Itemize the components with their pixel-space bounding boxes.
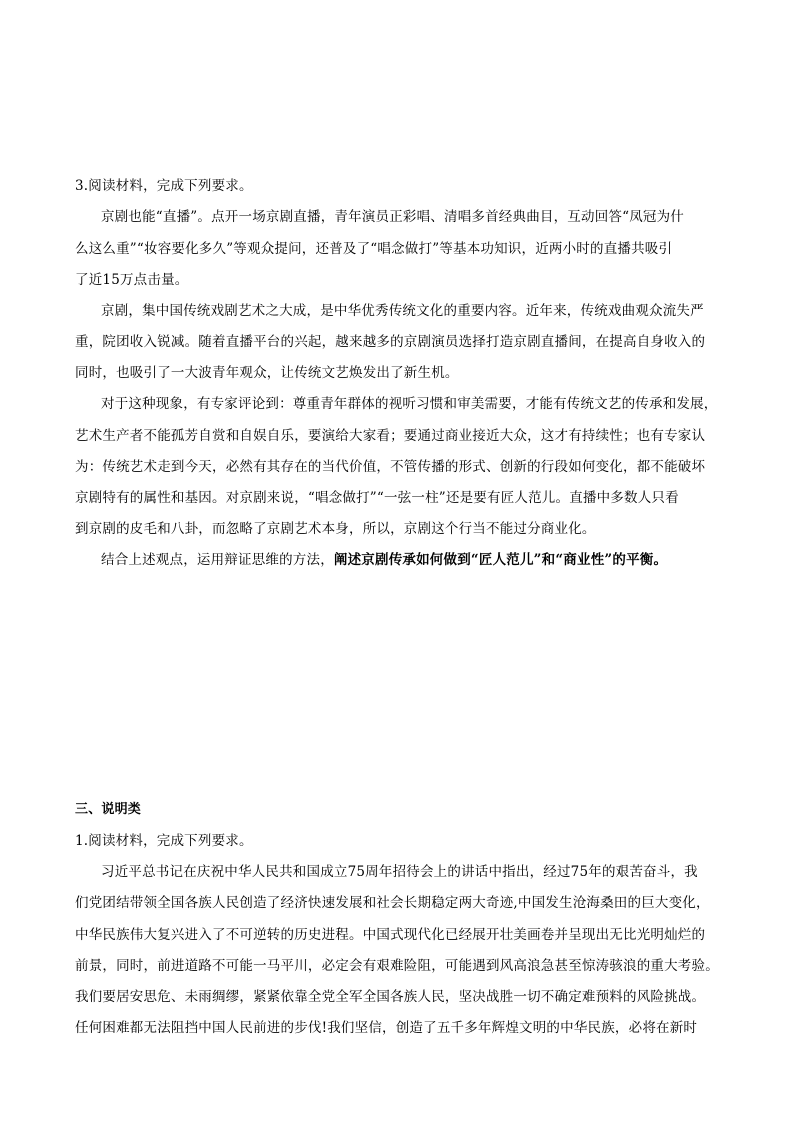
task-plain-text: 结合上述观点，运用辩证思维的方法， [101,552,334,568]
task-instruction [101,550,725,570]
paragraph-line: 任何困难都无法阻挡中国人民前进的步伐!我们坚信，创造了五千多年辉煌文明的中华民族，必将在新时 [75,1020,698,1036]
paragraph-line: 习近平总书记在庆祝中华人民共和国成立75周年招待会上的讲话中指出，经过75年的艰苦奋斗，我 [101,864,698,880]
paragraph-line: 们党团结带领全国各族人民创造了经济快速发展和社会长期稳定两大奇迹,中国发生沧海桑田的巨大变化， [75,895,710,911]
paragraph-line: 中华民族伟大复兴进入了不可逆转的历史进程。中国式现代化已经展开壮美画卷并呈现出无比光明灿烂的 [75,927,706,943]
question-3-prompt: 3.阅读材料，完成下列要求。 [75,178,253,194]
paragraph-line: 为：传统艺术走到今天，必然有其存在的当代价值，不管传播的形式、创新的行段如何变化，都不能破坏 [75,459,706,475]
paragraph-line: 么这么重”“妆容要化多久”等观众提问，还普及了“唱念做打”等基本功知识，近两小时的直播共吸引 [75,241,673,257]
paragraph-line: 艺术生产者不能孤芳自赏和自娱自乐，要演给大家看；要通过商业接近大众，这才有持续性；也有专家认 [75,428,706,444]
paragraph-line: 京剧特有的属性和基因。对京剧来说，“唱念做打”“一弦一柱”还是要有匠人范儿。直播中多数人只看 [75,490,679,506]
paragraph-line: 同时，也吸引了一大波青年观众，让传统文艺焕发出了新生机。 [75,365,459,381]
section-heading: 三、说明类 [75,802,142,817]
paragraph-line: 对于这种现象，有专家评论到：尊重青年群体的视听习惯和审美需要，才能有传统文艺的传承和发展， [101,396,718,412]
paragraph-line: 前景，同时，前进道路不可能一马平川，必定会有艰难险阻，可能遇到风高浪急甚至惊涛骇浪的重大考验。 [75,958,719,974]
paragraph-line: 我们要居安思危、未雨绸缪，紧紧依靠全党全军全国各族人民，坚决战胜一切不确定难预料的风险挑战。 [75,989,706,1005]
paragraph-line: 到京剧的皮毛和八卦，而忽略了京剧艺术本身，所以，京剧这个行当不能过分商业化。 [75,521,596,537]
paragraph-line: 京剧也能“直播”。点开一场京剧直播，青年演员正彩唱、清唱多首经典曲目，互动回答“凤冠为什 [101,209,685,225]
paragraph-line: 了近15万点击量。 [75,272,189,288]
paragraph-line: 京剧，集中国传统戏剧艺术之大成，是中华优秀传统文化的重要内容。近年来，传统戏曲观众流失严 [101,303,704,319]
task-bold-text: 阐述京剧传承如何做到“匠人范儿”和“商业性”的平衡。 [333,552,668,568]
question-1-prompt: 1.阅读材料，完成下列要求。 [75,833,253,849]
paragraph-line: 重，院团收入锐减。随着直播平台的兴起，越来越多的京剧演员选择打造京剧直播间，在提高自身收入的 [75,334,706,350]
